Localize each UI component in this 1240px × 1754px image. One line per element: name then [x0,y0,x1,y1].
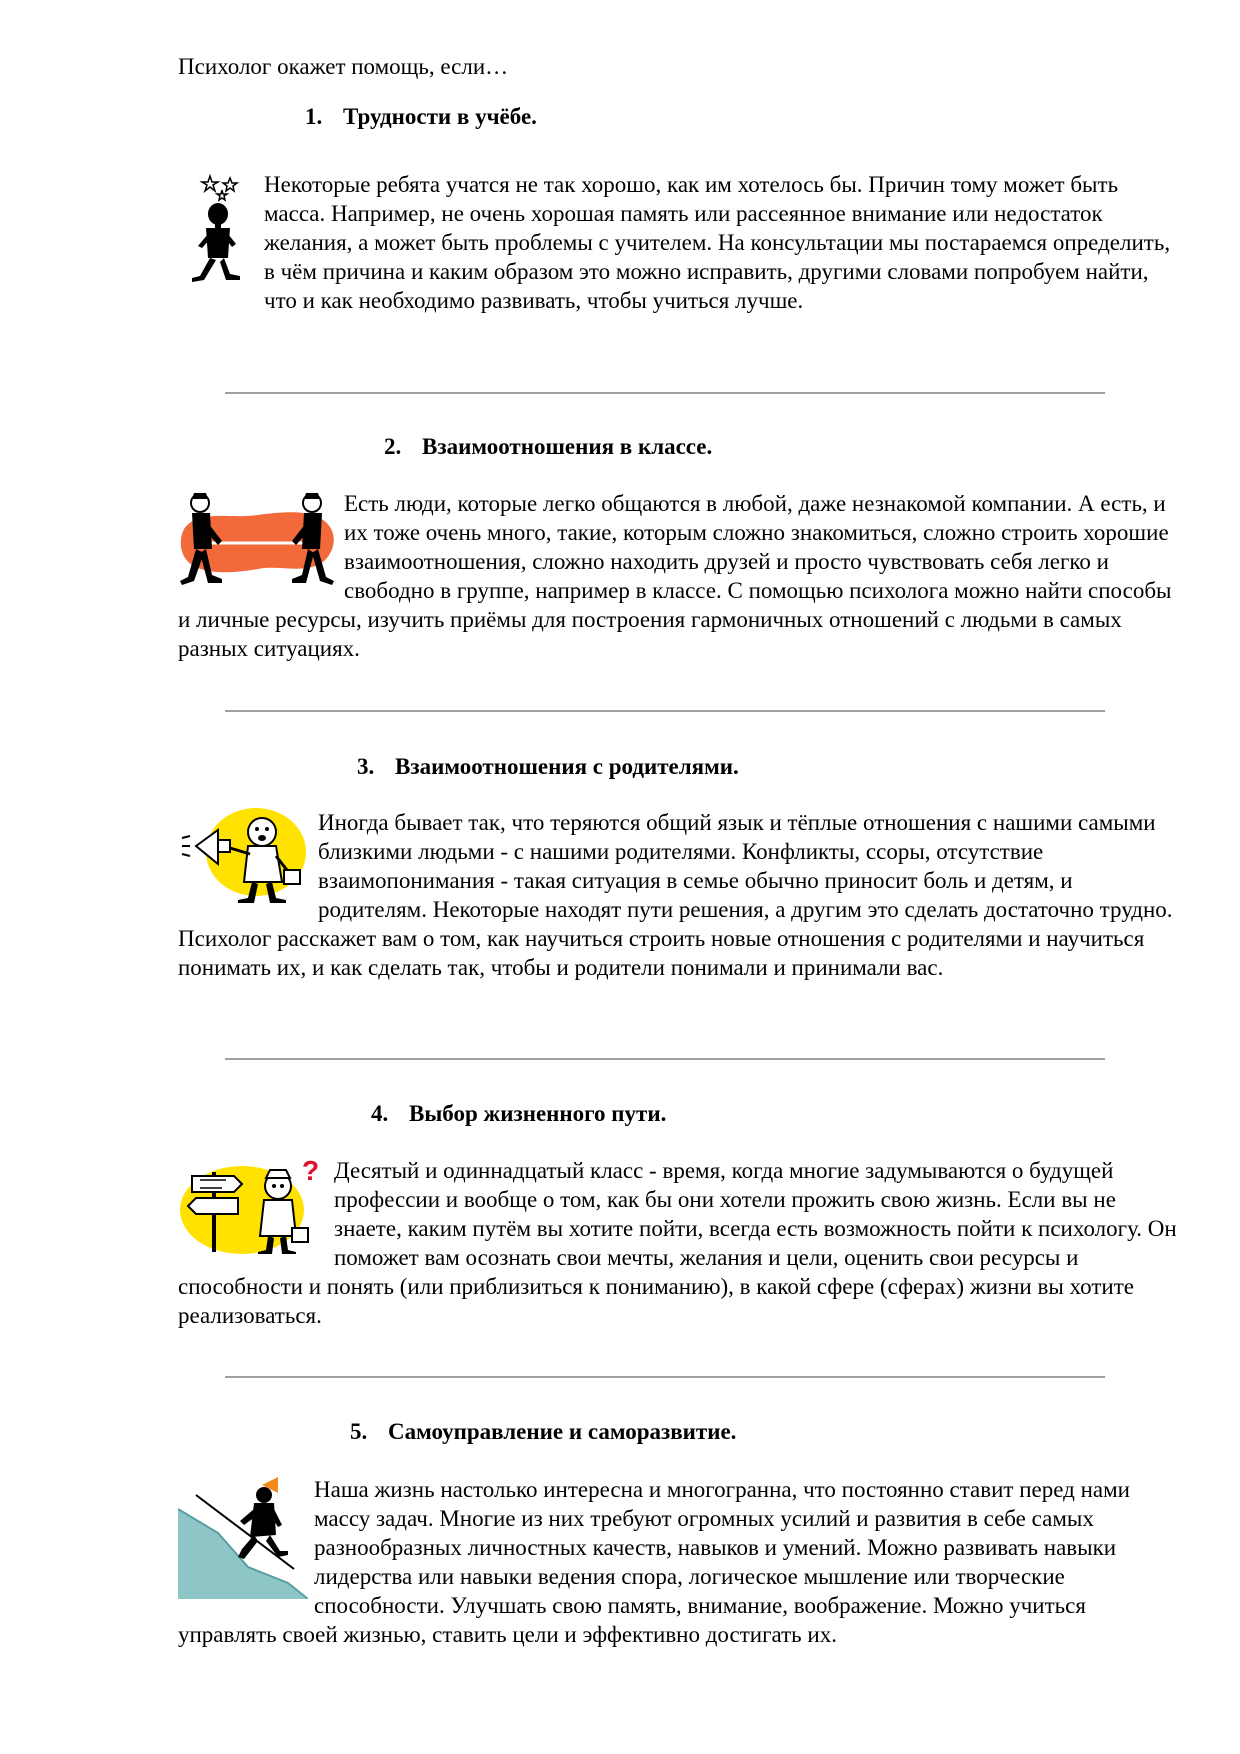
section-1-text: Некоторые ребята учатся не так хорошо, как им хотелось бы. Причин тому может быть масса. Например, не очень хорошая память или рассеянное внимание или недостаток желания, а может быть проблемы с учителем. На консультации мы постараемся определить, в чём причина и каким образом это можно исправить, другими словами попробуем найти, что и как необходимо развивать, чтобы учиться лучше. [264,172,1171,313]
section-4-title [371,1099,666,1128]
section-3-paragraph [178,808,1178,982]
section-2-paragraph [178,489,1178,663]
section-1-title [305,102,537,131]
section-5-paragraph [178,1475,1178,1649]
section-2-heading: Взаимоотношения в классе. [422,434,713,459]
megaphone-figure-icon [178,808,312,904]
section-4-text: Десятый и одиннадцатый класс - время, когда многие задумываются о будущей профессии и вообще о том, как бы они хотели прожить свою жизнь. Если вы не знаете, каким путём вы хотите пойти, всегда есть возможность пойти к психологу. Он поможет вам осознать свои мечты, желания и цели, оценить свои ресурсы и способности и понять (или приблизиться к пониманию), в какой сфере (сферах) жизни вы хотите реализоваться. [178,1158,1177,1328]
divider-3 [225,1058,1105,1060]
section-2-text: Есть люди, которые легко общаются в любой, даже незнакомой компании. А есть, и их тоже очень много, такие, которым сложно знакомиться, сложно строить хорошие взаимоотношения, сложно находить друзей и просто чувствовать себя легко и свободно в группе, например в классе. С помощью психолога можно найти способы и личные ресурсы, изучить приёмы для построения гармоничных отношений с людьми в самых разных ситуациях. [178,491,1172,661]
section-3-number: 3. [357,754,375,779]
section-3-heading: Взаимоотношения с родителями. [395,754,739,779]
section-5-heading: Самоуправление и саморазвитие. [388,1419,737,1444]
section-2-title [384,432,712,461]
section-4-paragraph [178,1156,1178,1330]
svg-text:?: ? [302,1156,320,1186]
intro-line: Психолог окажет помощь, если… [178,54,509,79]
tug-of-war-icon [178,489,338,589]
divider-2 [225,710,1105,712]
divider-1 [225,392,1105,394]
section-3-text: Иногда бывает так, что теряются общий язык и тёплые отношения с нашими самыми близкими людьми - с нашими родителями. Конфликты, ссоры, отсутствие взаимопонимания - такая ситуация в семье обычно приносит боль и детям, и родителям. Некоторые находят пути решения, а другим это сделать достаточно трудно. Психолог расскажет вам о том, как научиться строить новые отношения с родителями и научиться понимать их, и как сделать так, чтобы и родители понимали и принимали вас. [178,810,1173,980]
section-4-heading: Выбор жизненного пути. [409,1101,667,1126]
section-3-title [357,752,739,781]
confused-figure-icon [178,170,258,288]
section-5-number: 5. [350,1419,368,1444]
divider-4 [225,1376,1105,1378]
section-2-number: 2. [384,434,402,459]
mountain-climber-icon [178,1475,308,1599]
section-5-text: Наша жизнь настолько интересна и многогранна, что постоянно ставит перед нами массу задач. Многие из них требуют огромных усилий и развития в себе самых разнообразных личностных качеств, навыков и умений. Можно развивать навыки лидерства или навыки ведения спора, логическое мышление или творческие способности. Улучшать свою память, внимание, воображение. Можно учиться управлять своей жизнью, ставить цели и эффективно достигать их. [178,1477,1130,1647]
signpost-question-icon [178,1156,328,1256]
section-1-heading: Трудности в учёбе. [343,104,537,129]
section-5-title [350,1417,736,1446]
section-1-paragraph [178,170,1178,315]
section-4-number: 4. [371,1101,389,1126]
section-1-number: 1. [305,104,323,129]
